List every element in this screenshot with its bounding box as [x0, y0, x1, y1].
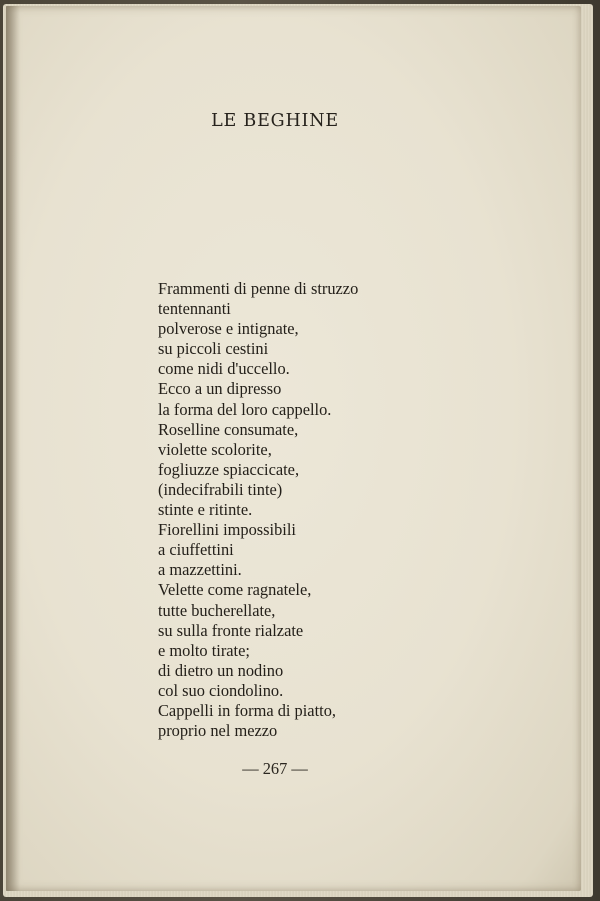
- poem-line: la forma del loro cappello.: [158, 399, 332, 419]
- poem-body: [158, 279, 358, 741]
- poem-line: su sulla fronte rialzate: [158, 620, 304, 640]
- poem-line: tutte bucherellate,: [158, 600, 276, 620]
- poem-title: LE BEGHINE: [211, 111, 339, 131]
- poem-line: e molto tirate;: [158, 640, 250, 660]
- poem-line: Cappelli in forma di piatto,: [158, 700, 336, 720]
- poem-line: come nidi d'uccello.: [158, 359, 290, 379]
- poem-line: su piccoli cestini: [158, 339, 269, 359]
- poem-line: violette scolorite,: [158, 439, 272, 459]
- poem-line: polverose e intignate,: [158, 319, 299, 339]
- poem-line: di dietro un nodino: [158, 660, 284, 680]
- page-number: — 267 —: [242, 759, 308, 778]
- poem-line: fogliuzze spiaccicate,: [158, 459, 300, 479]
- page-gutter-shadow: [6, 6, 20, 891]
- poem-line: stinte e ritinte.: [158, 500, 253, 520]
- poem-line: Velette come ragnatele,: [158, 580, 312, 600]
- poem-line: Fiorellini impossibili: [158, 520, 296, 540]
- poem-line: Frammenti di penne di struzzo: [158, 279, 359, 298]
- poem-line: proprio nel mezzo: [158, 721, 278, 741]
- poem-line: a mazzettini.: [158, 560, 242, 580]
- poem-line: Ecco a un dipresso: [158, 379, 282, 399]
- poem-line: (indecifrabili tinte): [158, 479, 283, 499]
- poem-line: a ciuffettini: [158, 540, 234, 560]
- poem-line: Roselline consumate,: [158, 419, 299, 439]
- poem-line: col suo ciondolino.: [158, 680, 284, 700]
- poem-line: tentennanti: [158, 299, 231, 319]
